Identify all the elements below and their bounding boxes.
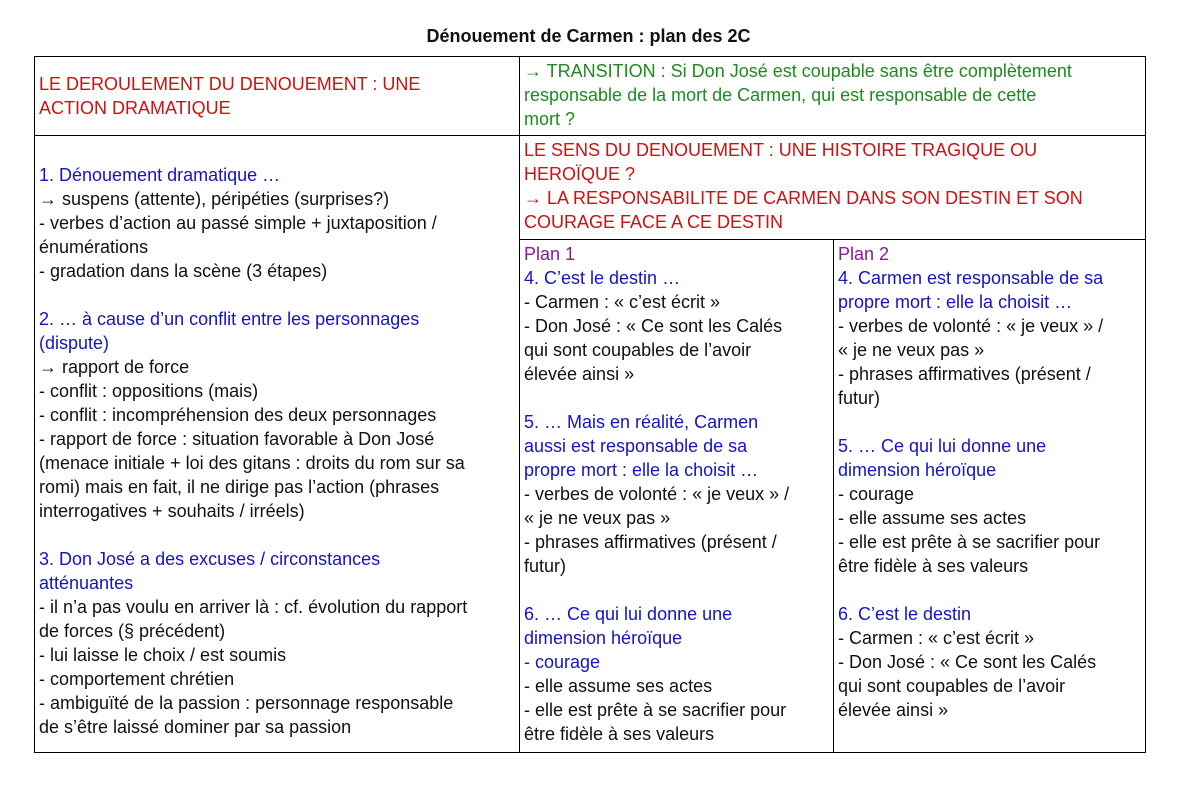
header-left-line: ACTION DRAMATIQUE [39, 98, 231, 118]
list-item: - Don José : « Ce sont les Calés [838, 652, 1097, 672]
list-item: de forces (§ précédent) [39, 621, 226, 641]
list-item: - elle est prête à se sacrifier pour [524, 700, 787, 720]
list-item: futur) [524, 556, 567, 576]
list-item: être fidèle à ses valeurs [838, 556, 1029, 576]
list-item: - courage [838, 484, 915, 504]
left-column-cell [34, 135, 520, 753]
list-item: futur) [838, 388, 881, 408]
section-heading: 2. … à cause d’un conflit entre les personnages [39, 309, 420, 329]
section-heading: dimension héroïque [524, 628, 683, 648]
list-item: romi) mais en fait, il ne dirige pas l’action (phrases [39, 477, 440, 497]
sens-header-line: COURAGE FACE A CE DESTIN [524, 212, 784, 232]
section-heading: 4. Carmen est responsable de sa [838, 268, 1104, 288]
list-item: - il n’a pas voulu en arriver là : cf. évolution du rapport [39, 597, 468, 617]
list-item: - Don José : « Ce sont les Calés [524, 316, 783, 336]
section-heading: 1. Dénouement dramatique … [39, 165, 281, 185]
section-heading: 3. Don José a des excuses / circonstances [39, 549, 381, 569]
section-heading: 4. C’est le destin … [524, 268, 681, 288]
list-item: - Carmen : « c’est écrit » [524, 292, 721, 312]
list-item: - phrases affirmatives (présent / [524, 532, 777, 552]
sens-header-line: → LA RESPONSABILITE DE CARMEN DANS SON DESTIN ET SON [524, 188, 1083, 208]
section-heading: 5. … Ce qui lui donne une [838, 436, 1047, 456]
list-item: (menace initiale + loi des gitans : droits du rom sur sa [39, 453, 465, 473]
section-heading: propre mort : elle la choisit … [524, 460, 759, 480]
section-heading: aussi est responsable de sa [524, 436, 748, 456]
section-heading: 6. … Ce qui lui donne une [524, 604, 733, 624]
transition-line: → TRANSITION : Si Don José est coupable sans être complètement [524, 61, 1072, 81]
transition-cell [519, 56, 1146, 136]
list-item: « je ne veux pas » [838, 340, 985, 360]
list-item: - elle est prête à se sacrifier pour [838, 532, 1101, 552]
plan-label: Plan 1 [524, 244, 576, 264]
list-item: - verbes d’action au passé simple + juxtaposition / [39, 213, 437, 233]
sens-header-cell [519, 135, 1146, 240]
plan-2-cell [833, 239, 1146, 753]
page-title: Dénouement de Carmen : plan des 2C [426, 26, 751, 46]
list-item: être fidèle à ses valeurs [524, 724, 715, 744]
sens-header-line: LE SENS DU DENOUEMENT : UNE HISTOIRE TRAGIQUE OU [524, 140, 1038, 160]
list-item: - elle assume ses actes [838, 508, 1027, 528]
list-item: élevée ainsi » [838, 700, 949, 720]
list-item: qui sont coupables de l’avoir [524, 340, 752, 360]
list-item: - verbes de volonté : « je veux » / [838, 316, 1104, 336]
section-heading: 6. C’est le destin [838, 604, 972, 624]
list-item: - conflit : incompréhension des deux personnages [39, 405, 437, 425]
list-item: interrogatives + souhaits / irréels) [39, 501, 305, 521]
section-heading: (dispute) [39, 333, 110, 353]
plan-1-cell [519, 239, 834, 753]
section-heading: atténuantes [39, 573, 134, 593]
list-item: - gradation dans la scène (3 étapes) [39, 261, 328, 281]
list-item: - phrases affirmatives (présent / [838, 364, 1091, 384]
section-heading: propre mort : elle la choisit … [838, 292, 1073, 312]
list-item: de s’être laissé dominer par sa passion [39, 717, 352, 737]
list-item: élevée ainsi » [524, 364, 635, 384]
list-item: - conflit : oppositions (mais) [39, 381, 259, 401]
transition-line: responsable de la mort de Carmen, qui est responsable de cette [524, 85, 1037, 105]
plan-table [34, 56, 1146, 753]
list-item: « je ne veux pas » [524, 508, 671, 528]
header-left-line: LE DEROULEMENT DU DENOUEMENT : UNE [39, 74, 421, 94]
list-item: - rapport de force : situation favorable à Don José [39, 429, 435, 449]
sens-header-line: HEROÏQUE ? [524, 164, 636, 184]
list-item: énumérations [39, 237, 149, 257]
list-item: - elle assume ses actes [524, 676, 713, 696]
section-heading: - courage [524, 652, 601, 672]
list-item: - lui laisse le choix / est soumis [39, 645, 287, 665]
list-item: qui sont coupables de l’avoir [838, 676, 1066, 696]
list-item: - verbes de volonté : « je veux » / [524, 484, 790, 504]
plan-label: Plan 2 [838, 244, 890, 264]
list-item: → suspens (attente), péripéties (surprises?) [39, 189, 390, 209]
list-item: - ambiguïté de la passion : personnage responsable [39, 693, 454, 713]
list-item: - Carmen : « c’est écrit » [838, 628, 1035, 648]
transition-line: mort ? [524, 109, 576, 129]
section-heading: 5. … Mais en réalité, Carmen [524, 412, 759, 432]
list-item: - comportement chrétien [39, 669, 235, 689]
list-item: → rapport de force [39, 357, 190, 377]
section-heading: dimension héroïque [838, 460, 997, 480]
header-left-cell [34, 56, 520, 136]
